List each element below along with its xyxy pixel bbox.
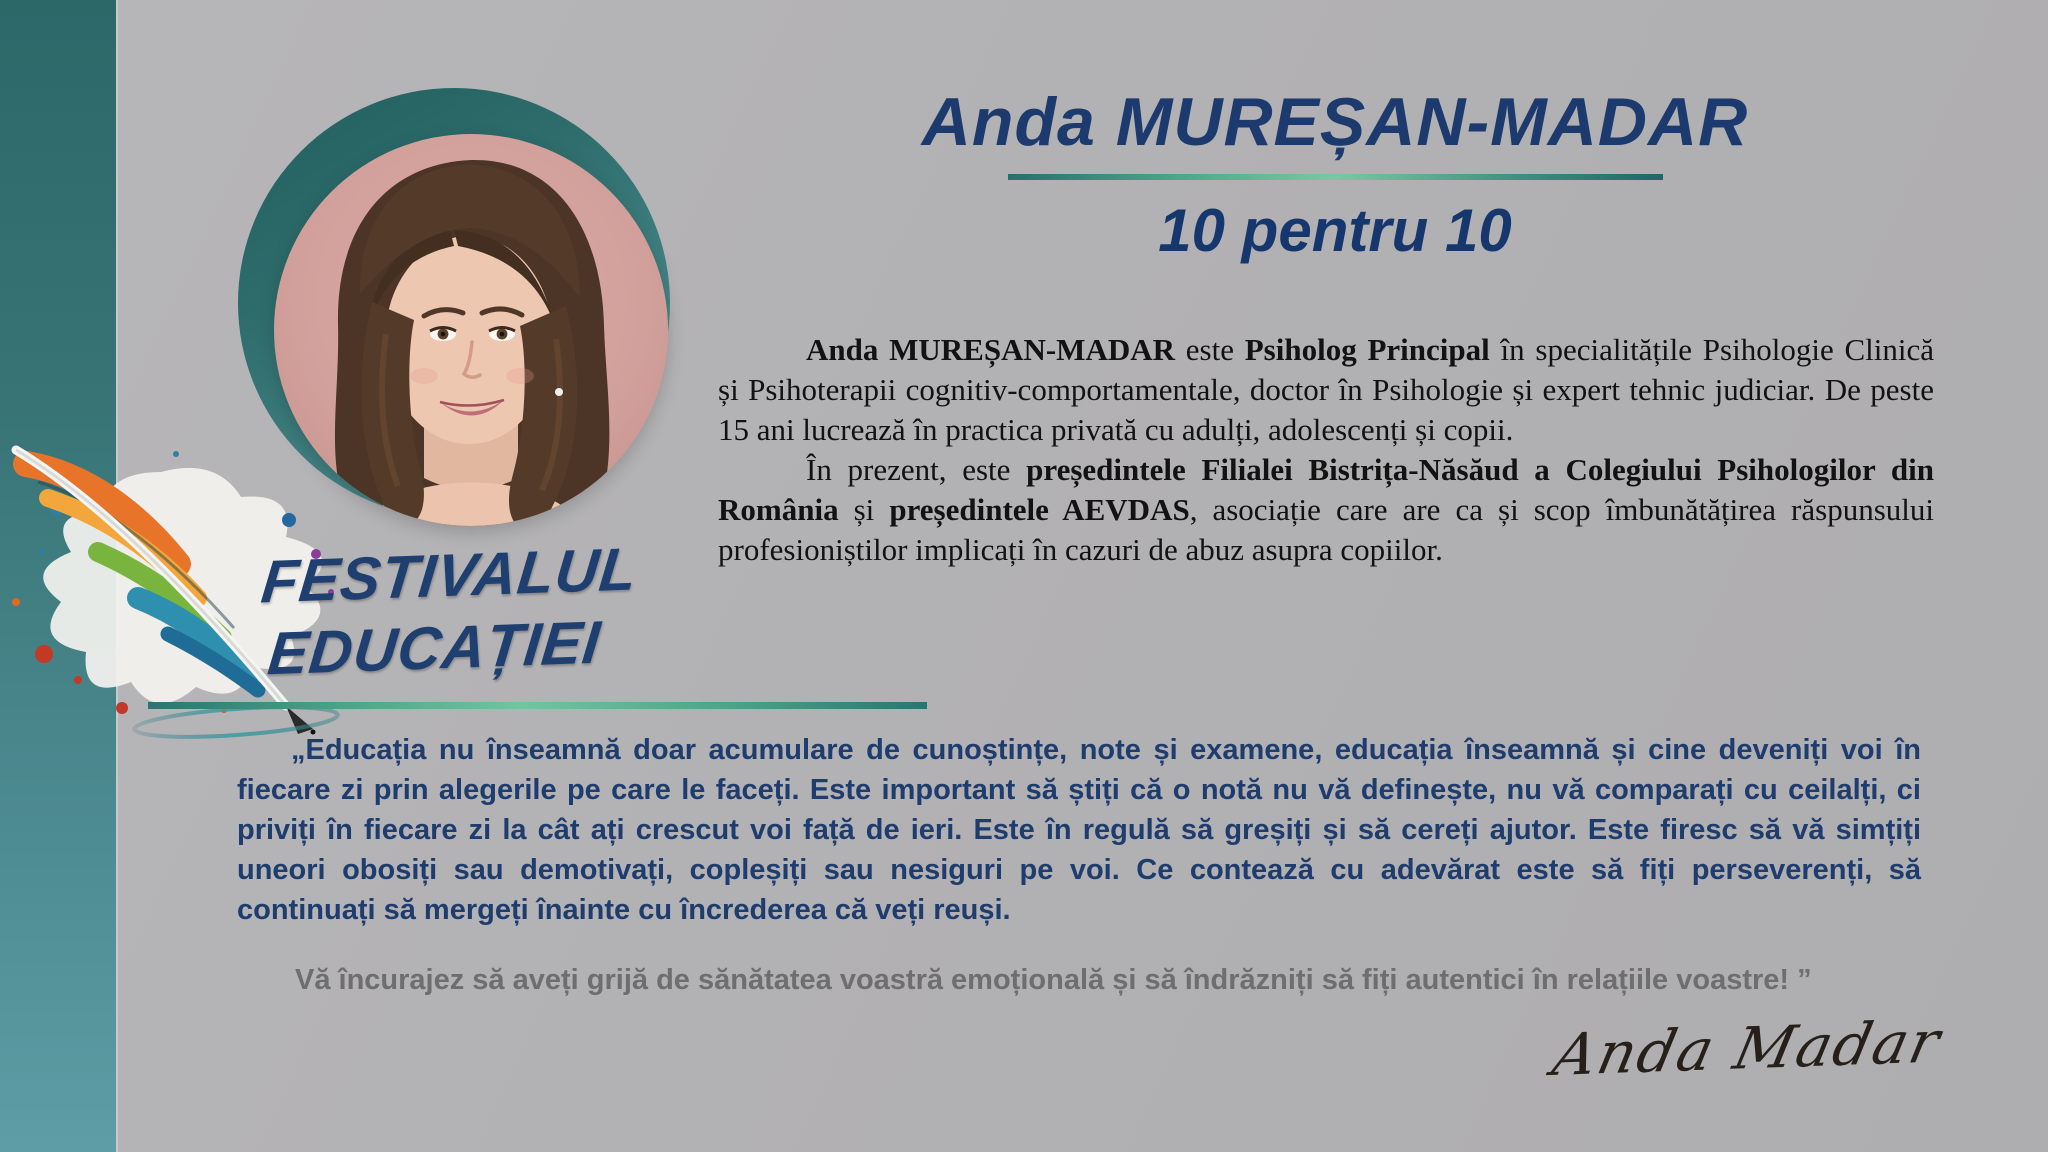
bio-paragraph-1: Anda MUREȘAN-MADAR este Psiholog Principal în specialitățile Psihologie Clinică și Psihoterapii cognitiv-comportamentale, doctor în Psihologie și expert tehnic judiciar. De peste 15 ani lucrează în practica privată cu adulți, adolescenți și copii. (718, 332, 1935, 447)
signature-script: Anda Madar (1547, 1007, 1948, 1089)
header (720, 84, 1950, 264)
bio-president-bold: președintele Filialei Bistrița-Năsăud a Colegiului Psihologilor din România (718, 452, 1935, 527)
page-title: Anda MUREȘAN-MADAR (921, 84, 1749, 160)
bio-role-bold: Psiholog Principal (1244, 332, 1490, 367)
festival-line2: EDUCAȚIEI (264, 608, 605, 688)
quote-text: „Educația nu înseamnă doar acumulare de cunoștințe, note și examene, educația înseamnă și cine deveniți voi în fiecare zi prin alegerile pe care le faceți. Este important să știți că o notă nu vă definește, nu vă comparați cu ceilalți, ci priviți în fiecare zi la cât ați crescut voi față de ieri. Este în regulă să greșiți și să cereți ajutor. Este firesc să vă simțiți uneori obosiți sau demotivați, copleșiți sau nesiguri pe voi. Ce contează cu adevărat este să fiți perseverenți, să continuați să mergeți înainte cu încrederea că veți reuși. (237, 734, 1921, 926)
biography (718, 330, 1934, 570)
festival-line1: FESTIVALUL (258, 535, 641, 616)
edition-tagline: 10 pentru 10 (1158, 197, 1512, 264)
bio-paragraph-2: În prezent, este președintele Filialei Bistrița-Năsăud a Colegiului Psihologilor din România și președintele AEVDAS, asociație care are ca și scop îmbunătățirea răspunsului profesioniștilor implicați în cazuri de abuz asupra copiilor. (718, 452, 1935, 567)
bio-name-bold: Anda MUREȘAN-MADAR (806, 332, 1175, 367)
title-underline (1008, 174, 1663, 180)
bio-aevdas-bold: președintele AEVDAS (889, 492, 1190, 527)
closing-text: Vă încurajez să aveți grijă de sănătatea voastră emoțională și să îndrăzniți să fiți autentici în relațiile voastre! ” (295, 964, 1812, 996)
festival-wordmark (251, 533, 642, 691)
left-section-divider (148, 702, 927, 709)
